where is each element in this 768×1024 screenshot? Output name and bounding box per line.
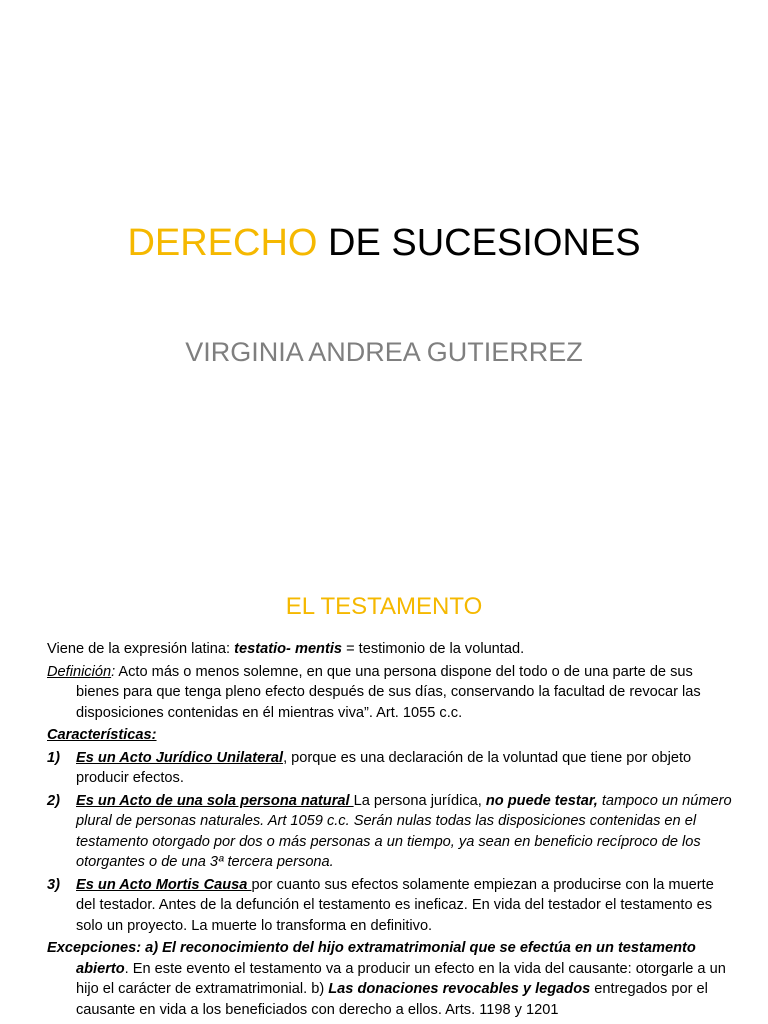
exceptions-paragraph	[47, 938, 737, 1020]
intro-text-end: = testimonio de la voluntad.	[342, 641, 525, 657]
item-text: por cuanto sus efectos solamente empiezan a producirse con la muerte del testador. Antes de la defunción el testamento es ineficaz. En vida del testador el testamento es solo un proyecto. La muerte lo transforma en definitivo.	[76, 876, 714, 934]
item-head: Es un Acto Mortis Causa	[76, 876, 252, 893]
exceptions-bold-a: a) El reconocimiento del hijo extramatrimonial que se efectúa en un testamento abierto	[76, 940, 696, 977]
definition-label: Definición	[47, 663, 112, 680]
exceptions-text-b: entregados por el causante en vida a los beneficiados con derecho a ellos. Arts. 1198 y 1201	[76, 981, 708, 1018]
exceptions-bold-b: Las donaciones revocables y legados	[328, 981, 591, 997]
list-item	[47, 791, 737, 873]
latin-term: testatio- mentis	[234, 641, 343, 657]
title-accent-word: DERECHO	[127, 222, 318, 264]
item-number: 2)	[47, 792, 60, 809]
list-item	[47, 875, 737, 937]
characteristics-label: Características:	[47, 727, 157, 743]
definition-colon: :	[111, 663, 116, 680]
intro-text: Viene de la expresión latina:	[47, 641, 235, 657]
item-text: , porque es una declaración de la voluntad que tiene por objeto producir efectos.	[76, 749, 692, 786]
item-number: 3)	[47, 876, 60, 893]
characteristics-heading	[47, 725, 737, 746]
document-body	[47, 639, 737, 1022]
item-head: Es un Acto Jurídico Unilateral	[76, 749, 284, 766]
author-subtitle: VIRGINIA ANDREA GUTIERREZ	[185, 337, 583, 367]
item-number: 1)	[47, 749, 60, 766]
definition-text: Acto más o menos solemne, en que una persona dispone del todo o de una parte de sus bienes para que tenga pleno efecto después de sus días, conservando la facultad de revocar las disposiciones contenidas en él mientras viva”. Art. 1055 c.c.	[76, 663, 701, 721]
exceptions-label: Excepciones:	[47, 940, 142, 956]
list-item	[47, 748, 737, 789]
exceptions-text-a: . En este evento el testamento va a producir un efecto en la vida del causante: otorgarle a un hijo el carácter de extramatrimonial. b)	[76, 960, 726, 997]
section-title: EL TESTAMENTO	[285, 593, 483, 620]
definition-paragraph	[47, 662, 737, 724]
item-italic-text: tampoco un número plural de personas naturales. Art 1059 c.c. Serán nulas todas las disposiciones contenidas en el testamento otorgado por dos o más personas a un tiempo, ya sean en beneficio recíproco de los otorgantes o de una 3ª tercera persona.	[76, 792, 732, 870]
item-bold-text: no puede testar,	[485, 792, 598, 809]
item-head: Es un Acto de una sola persona natural	[76, 792, 354, 809]
title-rest: DE SUCESIONES	[317, 222, 641, 264]
slide-title	[0, 222, 768, 265]
item-text: La persona jurídica,	[353, 792, 486, 809]
intro-paragraph	[47, 639, 737, 660]
